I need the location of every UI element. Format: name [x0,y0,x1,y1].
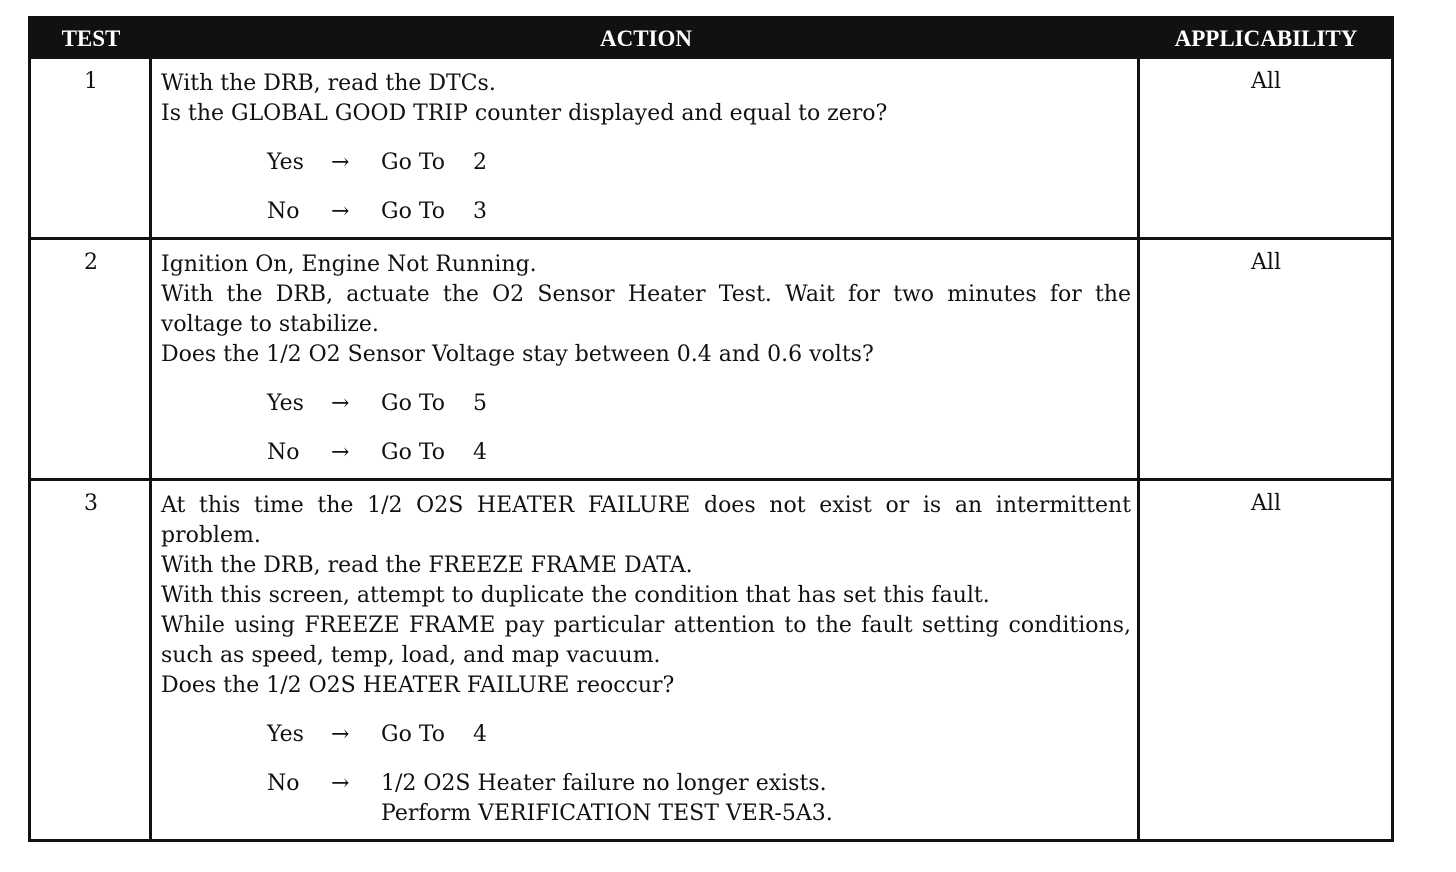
applicability-cell: All [1251,250,1281,275]
action-line: Ignition On, Engine Not Running. [161,252,537,277]
answer-label: No [267,771,300,796]
no-branch [161,438,1131,468]
arrow-icon: → [331,771,350,796]
header-applicability: APPLICABILITY [1174,26,1358,51]
arrow-icon: → [331,199,350,224]
action-line: Does the 1/2 O2 Sensor Voltage stay between 0.4 and 0.6 volts? [161,342,874,367]
action-cell [161,69,1131,227]
applicability-cell: All [1251,491,1281,516]
test-number: 1 [84,69,98,94]
result-text: Perform VERIFICATION TEST VER-5A3. [381,801,833,826]
goto-target: 5 [473,391,487,416]
arrow-icon: → [331,150,350,175]
test-number: 2 [84,250,98,275]
goto-label: Go To [381,391,446,416]
action-cell [161,491,1131,829]
column-divider [149,59,152,839]
yes-branch [161,148,1131,178]
action-line: Is the GLOBAL GOOD TRIP counter displayed and equal to zero? [161,101,888,126]
answer-label: Yes [267,722,304,747]
arrow-icon: → [331,722,350,747]
goto-target: 4 [473,440,487,465]
goto-label: Go To [381,722,446,747]
action-line: At this time the 1/2 O2S HEATER FAILURE does not exist or is an intermittent problem. [161,493,1131,548]
action-line: With this screen, attempt to duplicate the condition that has set this fault. [161,583,990,608]
column-divider [1137,59,1140,839]
answer-label: No [267,199,300,224]
applicability-cell: All [1251,69,1281,94]
row-divider [31,478,1391,481]
no-branch [161,769,1131,829]
answer-label: Yes [267,391,304,416]
row-divider [31,237,1391,240]
result-text: 1/2 O2S Heater failure no longer exists. [381,771,827,796]
yes-branch [161,720,1131,750]
action-cell [161,250,1131,468]
goto-label: Go To [381,199,446,224]
arrow-icon: → [331,391,350,416]
arrow-icon: → [331,440,350,465]
goto-label: Go To [381,150,446,175]
goto-target: 2 [473,150,487,175]
no-branch [161,197,1131,227]
goto-label: Go To [381,440,446,465]
header-action: ACTION [599,26,692,51]
answer-label: Yes [267,150,304,175]
answer-label: No [267,440,300,465]
diagnostic-table [28,16,1394,842]
action-line: Does the 1/2 O2S HEATER FAILURE reoccur? [161,673,675,698]
action-line: With the DRB, read the FREEZE FRAME DATA. [161,553,693,578]
test-number: 3 [84,491,98,516]
header-test: TEST [61,26,121,51]
action-line: With the DRB, actuate the O2 Sensor Heater Test. Wait for two minutes for the voltage to stabilize. [161,282,1131,337]
goto-target: 4 [473,722,487,747]
action-line: While using FREEZE FRAME pay particular attention to the fault setting conditions, such as speed, temp, load, and map vacuum. [161,613,1131,668]
goto-target: 3 [473,199,487,224]
action-line: With the DRB, read the DTCs. [161,71,496,96]
table-header [31,19,1391,59]
yes-branch [161,389,1131,419]
